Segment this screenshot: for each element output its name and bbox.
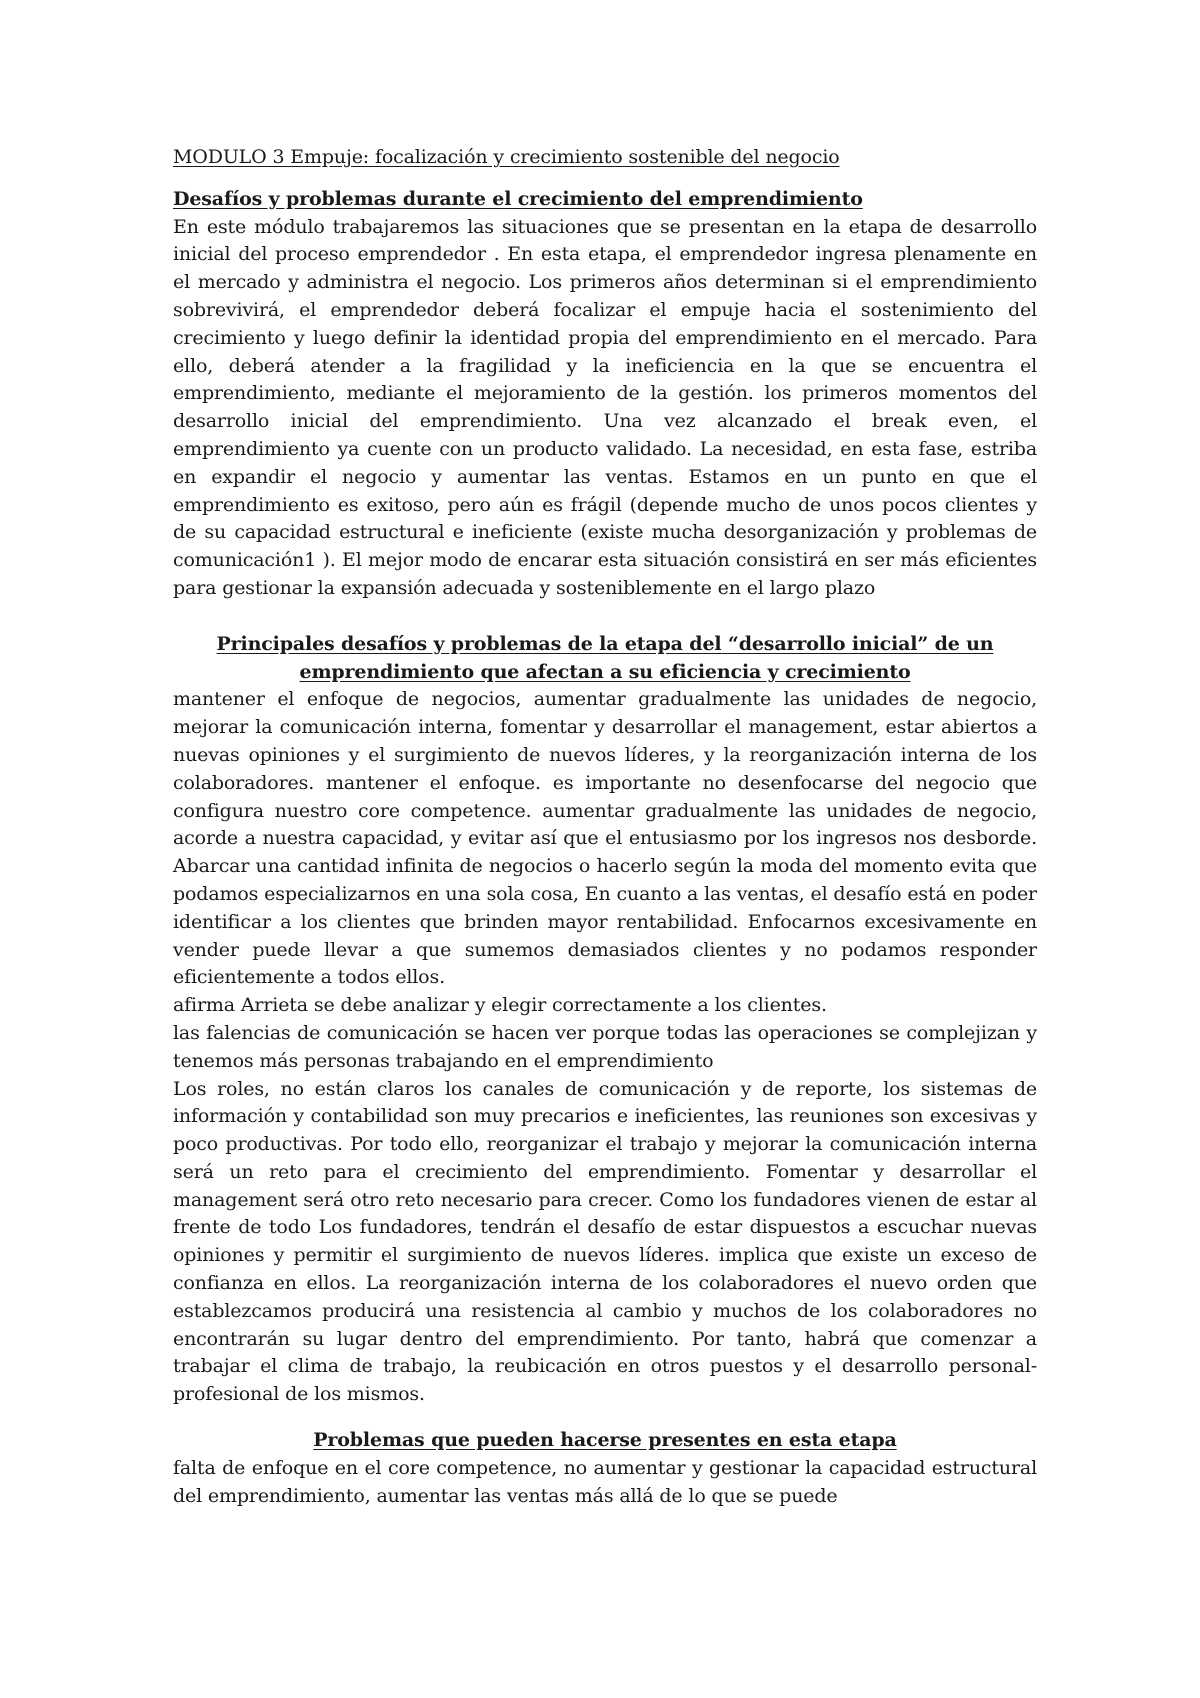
- module-title: MODULO 3 Empuje: focalización y crecimiento sostenible del negocio: [173, 146, 840, 168]
- section-line-arrieta: afirma Arrieta se debe analizar y elegir correctamente a los clientes.: [173, 994, 827, 1017]
- section-body-desafios: mantener el enfoque de negocios, aumentar gradualmente las unidades de negocio, mejorar la comunicación interna, fomentar y desarrollar el management, estar abiertos a nuevas opiniones y el surgimiento de nuevos líderes, y la reorganización interna de los colaboradores. mantener el enfoque. es importante no desenfocarse del negocio que configura nuestro core competence. aumentar gradualmente las unidades de negocio, acorde a nuestra capacidad, y evitar así que el entusiasmo por los ingresos nos desborde. Abarcar una cantidad infinita de negocios o hacerlo según la moda del momento evita que podamos especializarnos en una sola cosa, En cuanto a las ventas, el desafío está en poder identificar a los clientes que brinden mayor rentabilidad. Enfocarnos excesivamente en vender puede llevar a que sumemos demasiados clientes y no podamos responder eficientemente a todos ellos.: [173, 688, 1037, 989]
- spacer: [173, 1409, 1037, 1427]
- section-body-problemas: falta de enfoque en el core competence, no aumentar y gestionar la capacidad estructural del emprendimiento, aumentar las ventas más allá de lo que se puede: [173, 1456, 1037, 1507]
- section-heading-principales-desafios: Principales desafíos y problemas de la etapa del “desarrollo inicial” de un emprendimiento que afectan a su eficiencia y crecimiento: [216, 632, 994, 683]
- section-body-intro: En este módulo trabajaremos las situaciones que se presentan en la etapa de desarrollo inicial del proceso emprendedor . En esta etapa, el emprendedor ingresa plenamente en el mercado y administra el negocio. Los primeros años determinan si el emprendimiento sobrevivirá, el emprendedor deberá focalizar el empuje hacia el sostenimiento del crecimiento y luego definir la identidad propia del emprendimiento en el mercado. Para ello, deberá atender a la fragilidad y la ineficiencia en la que se encuentra el emprendimiento, mediante el mejoramiento de la gestión. los primeros momentos del desarrollo inicial del emprendimiento. Una vez alcanzado el break even, el emprendimiento ya cuente con un producto validado. La necesidad, en esta fase, estriba en expandir el negocio y aumentar las ventas. Estamos en un punto en que el emprendimiento es exitoso, pero aún es frágil (depende mucho de unos pocos clientes y de su capacidad estructural e ineficiente (existe mucha desorganización y problemas de comunicación1 ). El mejor modo de encarar esta situación consistirá en ser más eficientes para gestionar la expansión adecuada y sosteniblemente en el largo plazo: [173, 215, 1037, 599]
- section-heading-problemas: Problemas que pueden hacerse presentes en esta etapa: [313, 1429, 897, 1452]
- document-page: [173, 144, 1037, 1510]
- section-heading-desafios: Desafíos y problemas durante el crecimiento del emprendimiento: [173, 187, 863, 210]
- section-body-comunicacion: las falencias de comunicación se hacen ver porque todas las operaciones se complejizan y tenemos más personas trabajando en el emprendimiento: [173, 1021, 1037, 1072]
- spacer: [173, 603, 1037, 631]
- section-body-roles: Los roles, no están claros los canales de comunicación y de reporte, los sistemas de información y contabilidad son muy precarios e ineficientes, las reuniones son excesivas y poco productivas. Por todo ello, reorganizar el trabajo y mejorar la comunicación interna será un reto para el crecimiento del emprendimiento. Fomentar y desarrollar el management será otro reto necesario para crecer. Como los fundadores vienen de estar al frente de todo Los fundadores, tendrán el desafío de estar dispuestos a escuchar nuevas opiniones y permitir el surgimiento de nuevos líderes. implica que existe un exceso de confianza en ellos. La reorganización interna de los colaboradores el nuevo orden que establezcamos producirá una resistencia al cambio y muchos de los colaboradores no encontrarán su lugar dentro del emprendimiento. Por tanto, habrá que comenzar a trabajar el clima de trabajo, la reubicación en otros puestos y el desarrollo personal-profesional de los mismos.: [173, 1077, 1037, 1406]
